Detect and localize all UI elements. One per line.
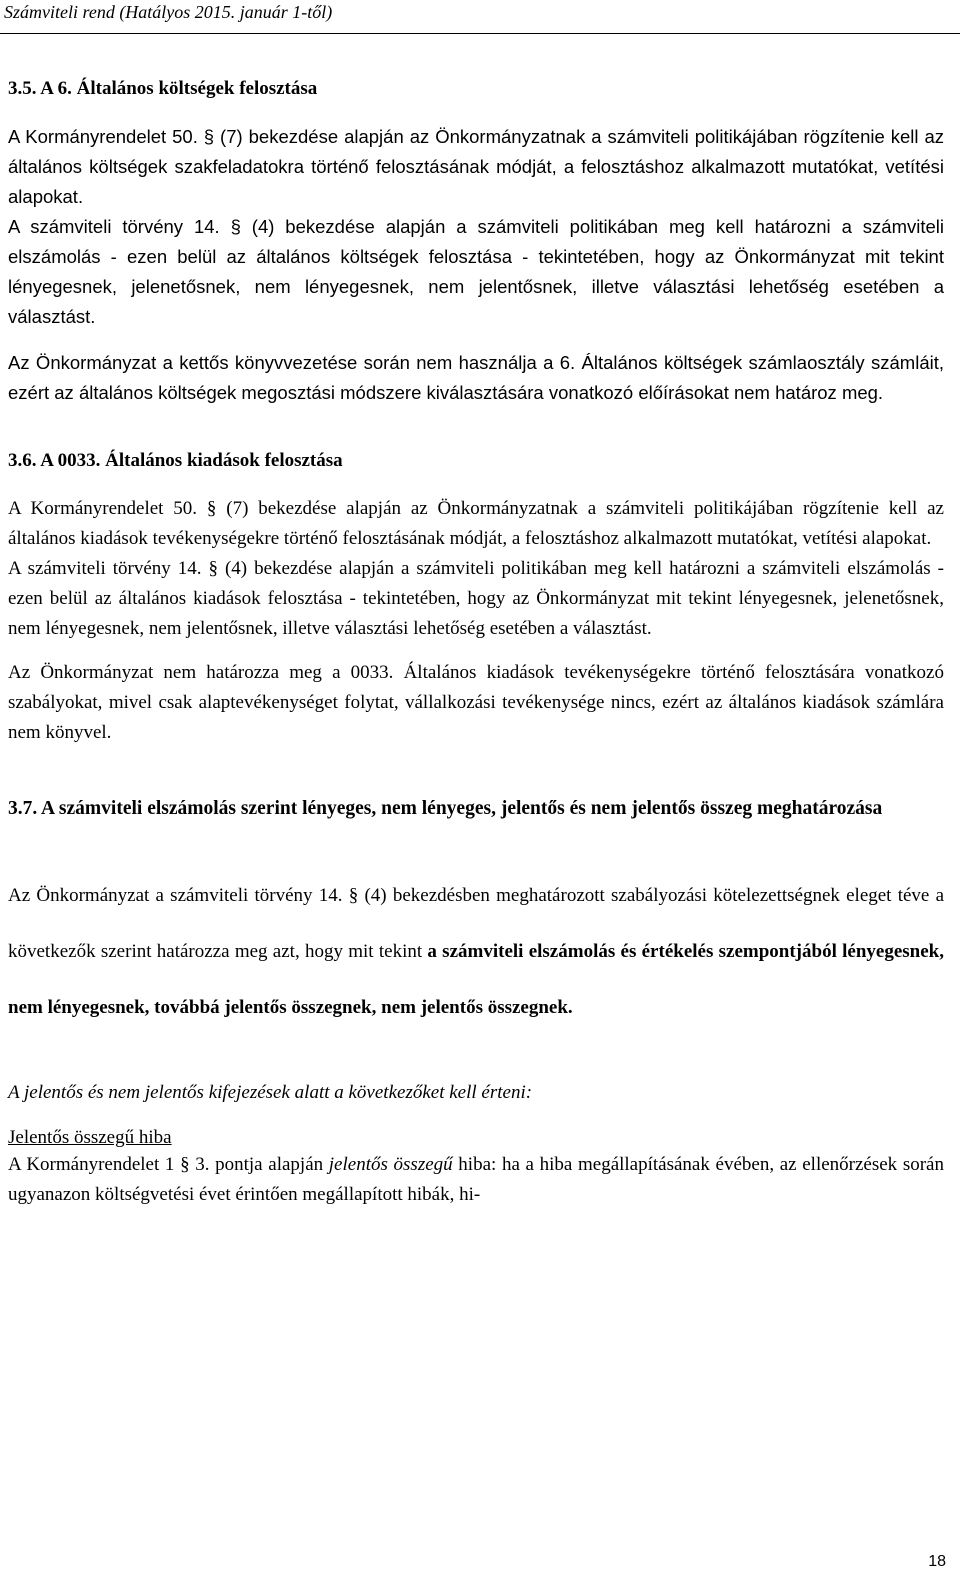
paragraph: A Kormányrendelet 50. § (7) bekezdése alapján az Önkormányzatnak a számviteli politikájában rögzítenie kell az általános költségek szakfeladatokra történő felosztásának módját, a felosztáshoz alkalmazott mutatókat, vetítési alapokat. bbox=[8, 126, 944, 207]
text-run: hiba: ha a hiba megállapításának évében, az ellenőrzések során ugyanazon költségvetési évet érintően megállapított hibák, hi- bbox=[8, 1154, 944, 1205]
section-heading: 3.7. A számviteli elszámolás szerint lényeges, nem lényeges, jelentős és nem jelentős összeg meghatározása bbox=[8, 798, 883, 819]
italic-text-run: A jelentős és nem jelentős kifejezések alatt a következőket kell érteni: bbox=[8, 1082, 533, 1103]
subheading bbox=[8, 1126, 944, 1150]
section-heading: 3.5. A 6. Általános költségek felosztása bbox=[8, 78, 318, 99]
section-heading: 3.6. A 0033. Általános kiadások felosztása bbox=[8, 450, 343, 471]
document-body bbox=[8, 60, 944, 1210]
paragraph: A Kormányrendelet 50. § (7) bekezdése alapján az Önkormányzatnak a számviteli politikájában rögzítenie kell az általános kiadások tevékenységekre történő felosztásának módját, a felosztáshoz alkalmazott mutatókat, vetítési alapokat. bbox=[8, 498, 944, 549]
document-header: Számviteli rend (Hatályos 2015. január 1-től) bbox=[4, 2, 333, 22]
text-run: A Kormányrendelet 1 § 3. pontja alapján bbox=[8, 1154, 329, 1175]
page-number: 18 bbox=[928, 1553, 946, 1570]
header-divider bbox=[0, 33, 960, 34]
paragraph: A számviteli törvény 14. § (4) bekezdése alapján a számviteli politikában meg kell határozni a számviteli elszámolás - ezen belül az általános költségek felosztása - tekintetében, hogy az Önkormányzat mit tekint lényegesnek, jelenetősnek, nem lényegesnek, nem jelentősnek, illetve választási lehetőség esetében a választást. bbox=[8, 216, 944, 327]
paragraph: Az Önkormányzat a kettős könyvvezetése során nem használja a 6. Általános költségek számlaosztály számláit, ezért az általános költségek megosztási módszere kiválasztására vonatkozó előírásokat nem határoz meg. bbox=[8, 352, 944, 403]
paragraph bbox=[8, 868, 944, 1036]
italic-intro bbox=[8, 1078, 944, 1108]
text-run: Az Önkormányzat a számviteli törvény 14. § (4) bekezdésben meghatározott szabályozási kötelezettségnek eleget téve a következők szerint határozza meg azt, hogy mit tekint bbox=[8, 885, 944, 962]
paragraph bbox=[8, 1150, 944, 1210]
underlined-text-run: Jelentős összegű hiba bbox=[8, 1127, 172, 1148]
paragraph: Az Önkormányzat nem határozza meg a 0033. Általános kiadások tevékenységekre történő felosztására vonatkozó szabályokat, mivel csak alaptevékenységet folytat, vállalkozási tevékenysége nincs, ezért az általános kiadások számlára nem könyvel. bbox=[8, 662, 944, 743]
italic-text-run: jelentős összegű bbox=[328, 1154, 453, 1175]
section-3-7 bbox=[8, 794, 944, 1210]
paragraph: A számviteli törvény 14. § (4) bekezdése alapján a számviteli politikában meg kell határozni a számviteli elszámolás - ezen belül az általános kiadások felosztása - tekintetében, hogy az Önkormányzat mit tekint lényegesnek, jelenetősnek, nem lényegesnek, nem jelentősnek, illetve választási lehetőség esetében a választást. bbox=[8, 558, 944, 639]
section-3-5 bbox=[8, 76, 944, 408]
bold-text-run: a számviteli elszámolás és értékelés szempontjából lényegesnek, nem lényegesnek, továbbá jelentős összegnek, nem jelentős összegnek. bbox=[8, 941, 944, 1018]
section-3-6 bbox=[8, 448, 944, 748]
